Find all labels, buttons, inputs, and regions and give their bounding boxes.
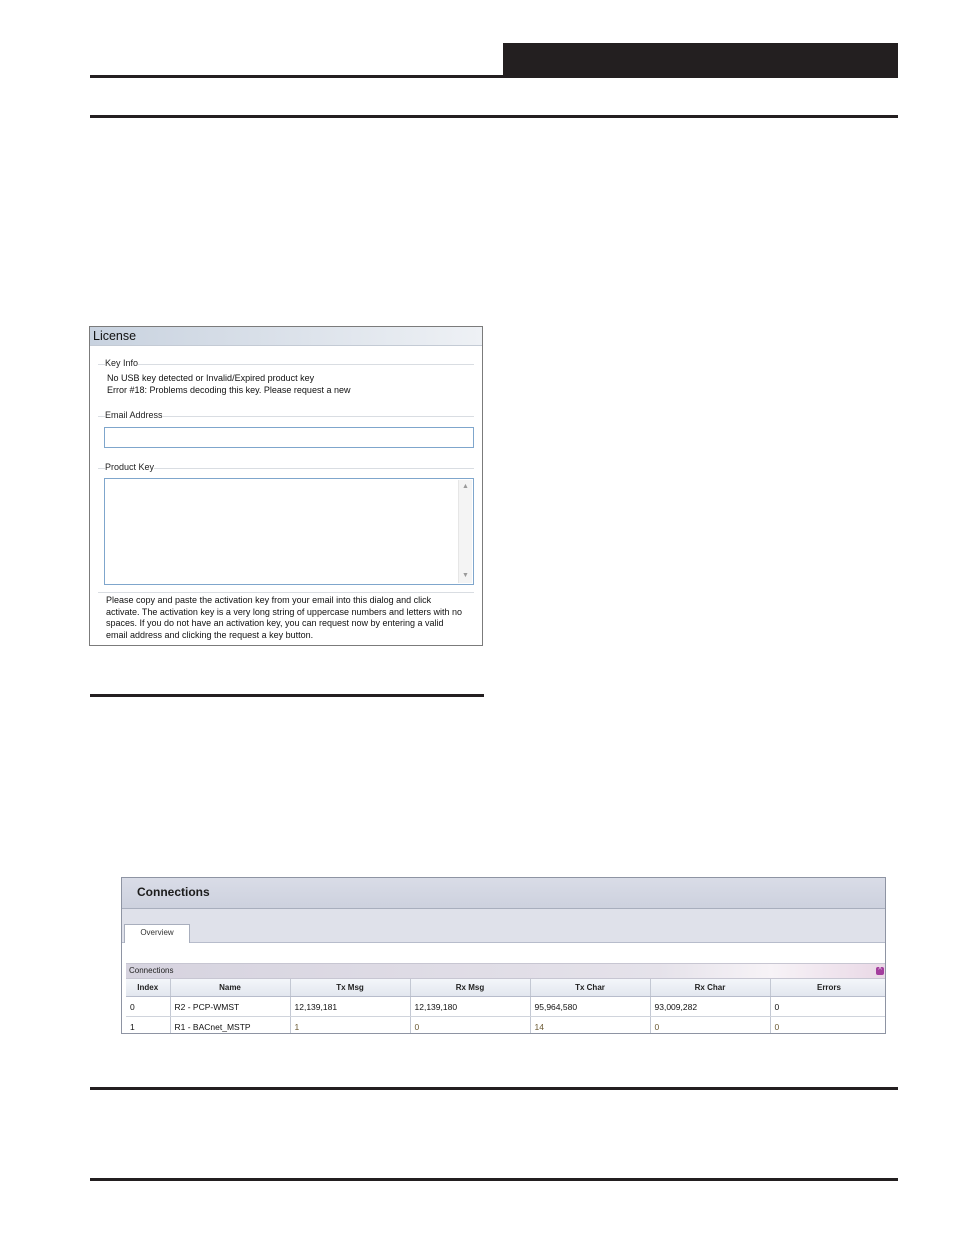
table-cell: 0 bbox=[410, 1017, 530, 1035]
product-key-textarea[interactable] bbox=[104, 478, 474, 585]
email-legend: Email Address bbox=[105, 410, 163, 420]
connections-panel bbox=[121, 877, 886, 1034]
license-dialog-title: License bbox=[90, 327, 482, 346]
table-row[interactable] bbox=[126, 997, 886, 1017]
column-header[interactable]: Rx Char bbox=[650, 979, 770, 997]
footer-rule bbox=[90, 1178, 898, 1181]
header-bar bbox=[503, 43, 898, 78]
product-key-group bbox=[98, 462, 474, 592]
key-info-group bbox=[98, 358, 474, 408]
product-key-legend: Product Key bbox=[105, 462, 155, 472]
table-cell: 0 bbox=[650, 1017, 770, 1035]
column-header[interactable]: Name bbox=[170, 979, 290, 997]
grid-caption bbox=[126, 963, 885, 979]
table-header-row bbox=[126, 979, 886, 997]
table-cell: R1 - BACnet_MSTP bbox=[170, 1017, 290, 1035]
table-cell: R2 - PCP-WMST bbox=[170, 997, 290, 1017]
collapse-icon[interactable]: ^ bbox=[876, 967, 884, 975]
email-group bbox=[98, 410, 474, 456]
tab-overview[interactable]: Overview bbox=[124, 924, 190, 943]
tab-strip bbox=[122, 909, 885, 943]
connections-table bbox=[126, 979, 886, 1034]
column-header[interactable]: Rx Msg bbox=[410, 979, 530, 997]
help-text: Please copy and paste the activation key from your email into this dialog and click activate. The activation key is a very long string of uppercase numbers and letters with no spaces. If you do not have an activation key, you can request now by entering a valid email address and clicking the request a key button. bbox=[106, 595, 463, 640]
column-header[interactable]: Tx Msg bbox=[290, 979, 410, 997]
table-cell: 0 bbox=[770, 1017, 886, 1035]
table-cell: 0 bbox=[770, 997, 886, 1017]
section-rule-middle bbox=[90, 694, 484, 697]
table-cell: 95,964,580 bbox=[530, 997, 650, 1017]
scroll-down-icon[interactable]: ▼ bbox=[462, 572, 469, 579]
license-dialog bbox=[89, 326, 483, 646]
key-info-error: Error #18: Problems decoding this key. Please request a new bbox=[107, 385, 351, 395]
header-rule bbox=[90, 75, 505, 78]
column-header[interactable]: Tx Char bbox=[530, 979, 650, 997]
column-header[interactable]: Index bbox=[126, 979, 170, 997]
column-header[interactable]: Errors bbox=[770, 979, 886, 997]
connections-header bbox=[122, 878, 885, 909]
email-field[interactable] bbox=[104, 427, 474, 448]
product-key-scrollbar[interactable] bbox=[458, 480, 472, 583]
table-cell: 12,139,181 bbox=[290, 997, 410, 1017]
section-rule-bottom bbox=[90, 1087, 898, 1090]
table-cell: 12,139,180 bbox=[410, 997, 530, 1017]
key-info-status: No USB key detected or Invalid/Expired product key bbox=[107, 373, 315, 383]
product-key-value bbox=[105, 479, 473, 483]
grid-caption-label: Connections bbox=[129, 966, 174, 975]
table-row[interactable] bbox=[126, 1017, 886, 1035]
table-cell: 93,009,282 bbox=[650, 997, 770, 1017]
scroll-up-icon[interactable]: ▲ bbox=[462, 483, 469, 490]
table-cell: 14 bbox=[530, 1017, 650, 1035]
help-divider bbox=[98, 592, 474, 593]
table-cell: 1 bbox=[126, 1017, 170, 1035]
connections-title: Connections bbox=[137, 885, 210, 899]
table-cell: 0 bbox=[126, 997, 170, 1017]
section-rule-top bbox=[90, 115, 898, 118]
key-info-legend: Key Info bbox=[105, 358, 139, 368]
table-cell: 1 bbox=[290, 1017, 410, 1035]
